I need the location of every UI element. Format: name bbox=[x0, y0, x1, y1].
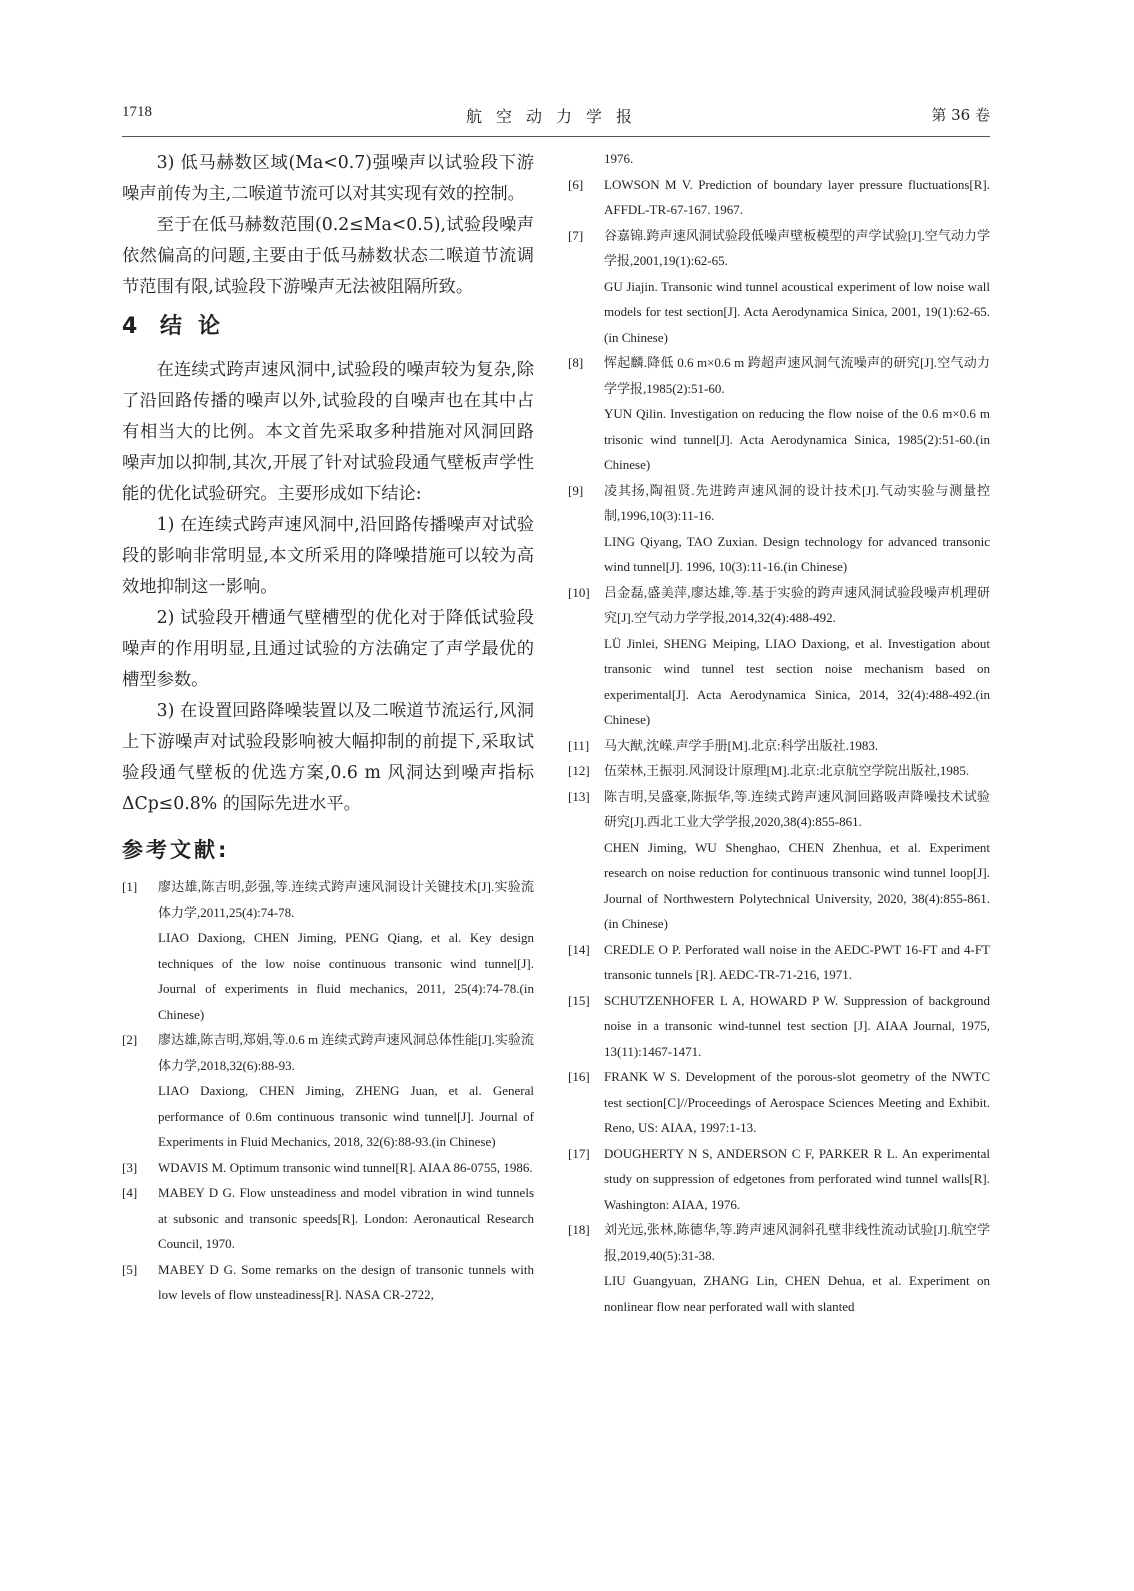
reference-text-chinese: 刘光远,张林,陈德华,等.跨声速风洞斜孔壁非线性流动试验[J].航空学报,2019,40(5):31-38. bbox=[604, 1222, 990, 1263]
paragraph: 2) 试验段开槽通气壁槽型的优化对于降低试验段噪声的作用明显,且通过试验的方法确定了声学最优的槽型参数。 bbox=[122, 608, 534, 690]
reference-text-english: LING Qiyang, TAO Zuxian. Design technology for advanced transonic wind tunnel[J]. 1996, 10(3):11-16.(in Chinese) bbox=[604, 533, 990, 574]
reference-item bbox=[568, 350, 990, 478]
reference-item bbox=[568, 937, 990, 988]
reference-number: [6] bbox=[568, 176, 584, 192]
reference-number: [17] bbox=[568, 1145, 590, 1161]
reference-number: [12] bbox=[568, 763, 590, 778]
reference-number: [18] bbox=[568, 1222, 590, 1237]
reference-item bbox=[568, 988, 990, 1065]
reference-text-chinese: 恽起麟.降低 0.6 m×0.6 m 跨超声速风洞气流噪声的研究[J].空气动力学学报,1985(2):51-60. bbox=[604, 355, 990, 396]
paragraph: 至于在低马赫数范围(0.2≤Ma<0.5),试验段噪声依然偏高的问题,主要由于低马赫数状态二喉道节流调节范围有限,试验段下游噪声无法被阻隔所致。 bbox=[122, 215, 534, 297]
reference-text-english: CREDLE O P. Perforated wall noise in the AEDC-PWT 16-FT and 4-FT transonic tunnels [R]. AEDC-TR-71-216, 1971. bbox=[604, 941, 990, 982]
reference-text-english: CHEN Jiming, WU Shenghao, CHEN Zhenhua, et al. Experiment research on noise reduction for continuous transonic wind tunnel loop[J]. Journal of Northwestern Polytechnical University, 2020, 38(4):855-861.(in Chinese) bbox=[604, 839, 990, 931]
reference-item bbox=[122, 874, 534, 1027]
reference-text-chinese: 马大猷,沈嵘.声学手册[M].北京:科学出版社.1983. bbox=[604, 737, 879, 753]
journal-title: 航空动力学报 bbox=[465, 107, 646, 126]
reference-text-english: LOWSON M V. Prediction of boundary layer pressure fluctuations[R]. AFFDL-TR-67-167. 1967. bbox=[604, 176, 990, 217]
reference-item bbox=[568, 784, 990, 937]
reference-text-english: SCHUTZENHOFER L A, HOWARD P W. Suppression of background noise in a transonic wind-tunnel test section [J]. AIAA Journal, 1975, 13(11):1467-1471. bbox=[604, 992, 990, 1059]
paragraph: 3) 在设置回路降噪装置以及二喉道节流运行,风洞上下游噪声对试验段影响被大幅抑制的前提下,采取试验段通气壁板的优选方案,0.6 m 风洞达到噪声指标 ΔCp≤0.8% 的国际先进水平。 bbox=[122, 701, 534, 814]
reference-number: [1] bbox=[122, 879, 138, 894]
reference-item bbox=[568, 223, 990, 351]
section-title: 结论 bbox=[160, 314, 237, 339]
reference-item bbox=[568, 733, 990, 759]
page-number: 1718 bbox=[122, 104, 152, 120]
reference-item bbox=[122, 1027, 534, 1155]
right-column bbox=[568, 146, 990, 1319]
reference-number: [3] bbox=[122, 1159, 138, 1175]
volume-label: 第 36 卷 bbox=[931, 106, 990, 124]
reference-text-english: LÜ Jinlei, SHENG Meiping, LIAO Daxiong, et al. Investigation about transonic wind tunnel test section noise mechanism based on experimental[J]. Acta Aerodynamica Sinica, 2014, 32(4):488-492.(in Chinese) bbox=[604, 635, 990, 727]
reference-text-english: GU Jiajin. Transonic wind tunnel acoustical experiment of low noise wall models for test section[J]. Acta Aerodynamica Sinica, 2001, 19(1):62-65.(in Chinese) bbox=[604, 278, 990, 345]
reference-number: [9] bbox=[568, 482, 584, 498]
reference-item bbox=[568, 1141, 990, 1218]
references-heading: 参考文献: bbox=[122, 838, 230, 862]
reference-text-chinese: 廖达雄,陈吉明,彭强,等.连续式跨声速风洞设计关键技术[J].实验流体力学,2011,25(4):74-78. bbox=[158, 879, 534, 920]
reference-item bbox=[122, 1257, 534, 1308]
left-column bbox=[122, 148, 534, 1308]
reference-item bbox=[122, 1155, 534, 1181]
reference-text-chinese: 陈吉明,吴盛豪,陈振华,等.连续式跨声速风洞回路吸声降噪技术试验研究[J].西北工业大学学报,2020,38(4):855-861. bbox=[604, 788, 990, 829]
reference-number: [10] bbox=[568, 584, 590, 600]
section-number: 4 bbox=[122, 314, 138, 339]
reference-text-english: DOUGHERTY N S, ANDERSON C F, PARKER R L. An experimental study on suppression of edgetones from perforated wind tunnel walls[R]. Washington: AIAA, 1976. bbox=[604, 1145, 990, 1212]
running-header bbox=[122, 104, 990, 137]
paragraph: 在连续式跨声速风洞中,试验段的噪声较为复杂,除了沿回路传播的噪声以外,试验段的自噪声也在其中占有相当大的比例。本文首先采取多种措施对风洞回路噪声加以抑制,其次,开展了针对试验段通气壁板声学性能的优化试验研究。主要形成如下结论: bbox=[122, 360, 534, 504]
reference-text-english: LIAO Daxiong, CHEN Jiming, ZHENG Juan, et al. General performance of 0.6m continuous transonic wind tunnel[J]. Journal of Experiments in Fluid Mechanics, 2018, 32(6):88-93.(in Chinese) bbox=[158, 1083, 534, 1149]
reference-text-english: WDAVIS M. Optimum transonic wind tunnel[R]. AIAA 86-0755, 1986. bbox=[158, 1159, 533, 1175]
reference-text-chinese: 吕金磊,盛美萍,廖达雄,等.基于实验的跨声速风洞试验段噪声机理研究[J].空气动力学学报,2014,32(4):488-492. bbox=[604, 584, 990, 625]
reference-item bbox=[568, 580, 990, 733]
reference-text-chinese: 凌其扬,陶祖贤.先进跨声速风洞的设计技术[J].气动实验与测量控制,1996,10(3):11-16. bbox=[604, 482, 990, 523]
reference-number: [7] bbox=[568, 227, 584, 243]
reference-item bbox=[568, 758, 990, 784]
reference-number: [11] bbox=[568, 737, 590, 753]
reference-item bbox=[568, 1217, 990, 1319]
reference-item bbox=[122, 1180, 534, 1257]
reference-text-english: FRANK W S. Development of the porous-slot geometry of the NWTC test section[C]//Proceedings of Aerospace Sciences Meeting and Exhibit. Reno, US: AIAA, 1997:1-13. bbox=[604, 1069, 990, 1135]
reference-text-english: MABEY D G. Flow unsteadiness and model vibration in wind tunnels at subsonic and transonic speeds[R]. London: Aeronautical Research Council, 1970. bbox=[158, 1185, 534, 1251]
reference-text-english: LIAO Daxiong, CHEN Jiming, PENG Qiang, et al. Key design techniques of the low noise continuous transonic wind tunnel[J]. Journal of experiments in fluid mechanics, 2011, 25(4):74-78.(in Chinese) bbox=[158, 930, 534, 1022]
reference-item bbox=[568, 1064, 990, 1141]
paragraph: 3) 低马赫数区域(Ma<0.7)强噪声以试验段下游噪声前传为主,二喉道节流可以对其实现有效的控制。 bbox=[122, 153, 534, 204]
reference-item bbox=[568, 172, 990, 223]
reference-number: [4] bbox=[122, 1185, 138, 1200]
reference-text-english: YUN Qilin. Investigation on reducing the flow noise of the 0.6 m×0.6 m trisonic wind tunnel[J]. Acta Aerodynamica Sinica, 1985(2):51-60.(in Chinese) bbox=[604, 406, 990, 472]
section-heading bbox=[122, 307, 534, 347]
reference-list bbox=[568, 146, 990, 1319]
reference-number: [5] bbox=[122, 1261, 138, 1277]
reference-item bbox=[568, 478, 990, 580]
reference-number: [13] bbox=[568, 788, 590, 804]
reference-number: [15] bbox=[568, 992, 590, 1008]
reference-item bbox=[568, 146, 990, 172]
reference-number: [2] bbox=[122, 1032, 138, 1047]
reference-text-chinese: 廖达雄,陈吉明,郑娟,等.0.6 m 连续式跨声速风洞总体性能[J].实验流体力学,2018,32(6):88-93. bbox=[158, 1032, 534, 1073]
reference-list bbox=[122, 874, 534, 1308]
reference-number: [14] bbox=[568, 941, 590, 957]
reference-number: [8] bbox=[568, 355, 584, 370]
reference-text-chinese: 谷嘉锦.跨声速风洞试验段低噪声壁板模型的声学试验[J].空气动力学学报,2001,19(1):62-65. bbox=[604, 227, 990, 268]
reference-text-english: LIU Guangyuan, ZHANG Lin, CHEN Dehua, et al. Experiment on nonlinear flow near perforated wall with slanted bbox=[604, 1273, 990, 1314]
reference-text-english: MABEY D G. Some remarks on the design of transonic tunnels with low levels of flow unsteadiness[R]. NASA CR-2722, bbox=[158, 1261, 534, 1302]
reference-text-chinese: 伍荣林,王振羽.风洞设计原理[M].北京:北京航空学院出版社,1985. bbox=[604, 763, 970, 778]
paragraph: 1) 在连续式跨声速风洞中,沿回路传播噪声对试验段的影响非常明显,本文所采用的降噪措施可以较为高效地抑制这一影响。 bbox=[122, 515, 534, 597]
reference-number: [16] bbox=[568, 1069, 590, 1084]
reference-text-english: 1976. bbox=[604, 151, 634, 166]
